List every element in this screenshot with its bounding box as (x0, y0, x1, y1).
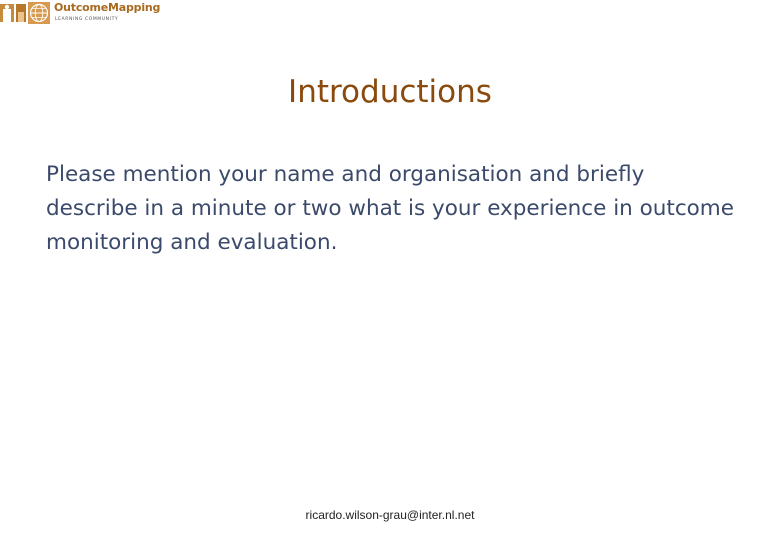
logo-tagline: LEARNING COMMUNITY (55, 17, 119, 22)
outcome-mapping-logo (0, 0, 160, 28)
logo-wordmark: OutcomeMapping (54, 1, 161, 14)
slide-body-text: Please mention your name and organisation and briefly describe in a minute or two what is your experience in outcome monitoring and evaluation. (46, 162, 734, 255)
logo-emblem-icon (0, 1, 50, 25)
footer-email: ricardo.wilson-grau@inter.nl.net (305, 508, 475, 522)
slide-title: Introductions (288, 74, 492, 110)
